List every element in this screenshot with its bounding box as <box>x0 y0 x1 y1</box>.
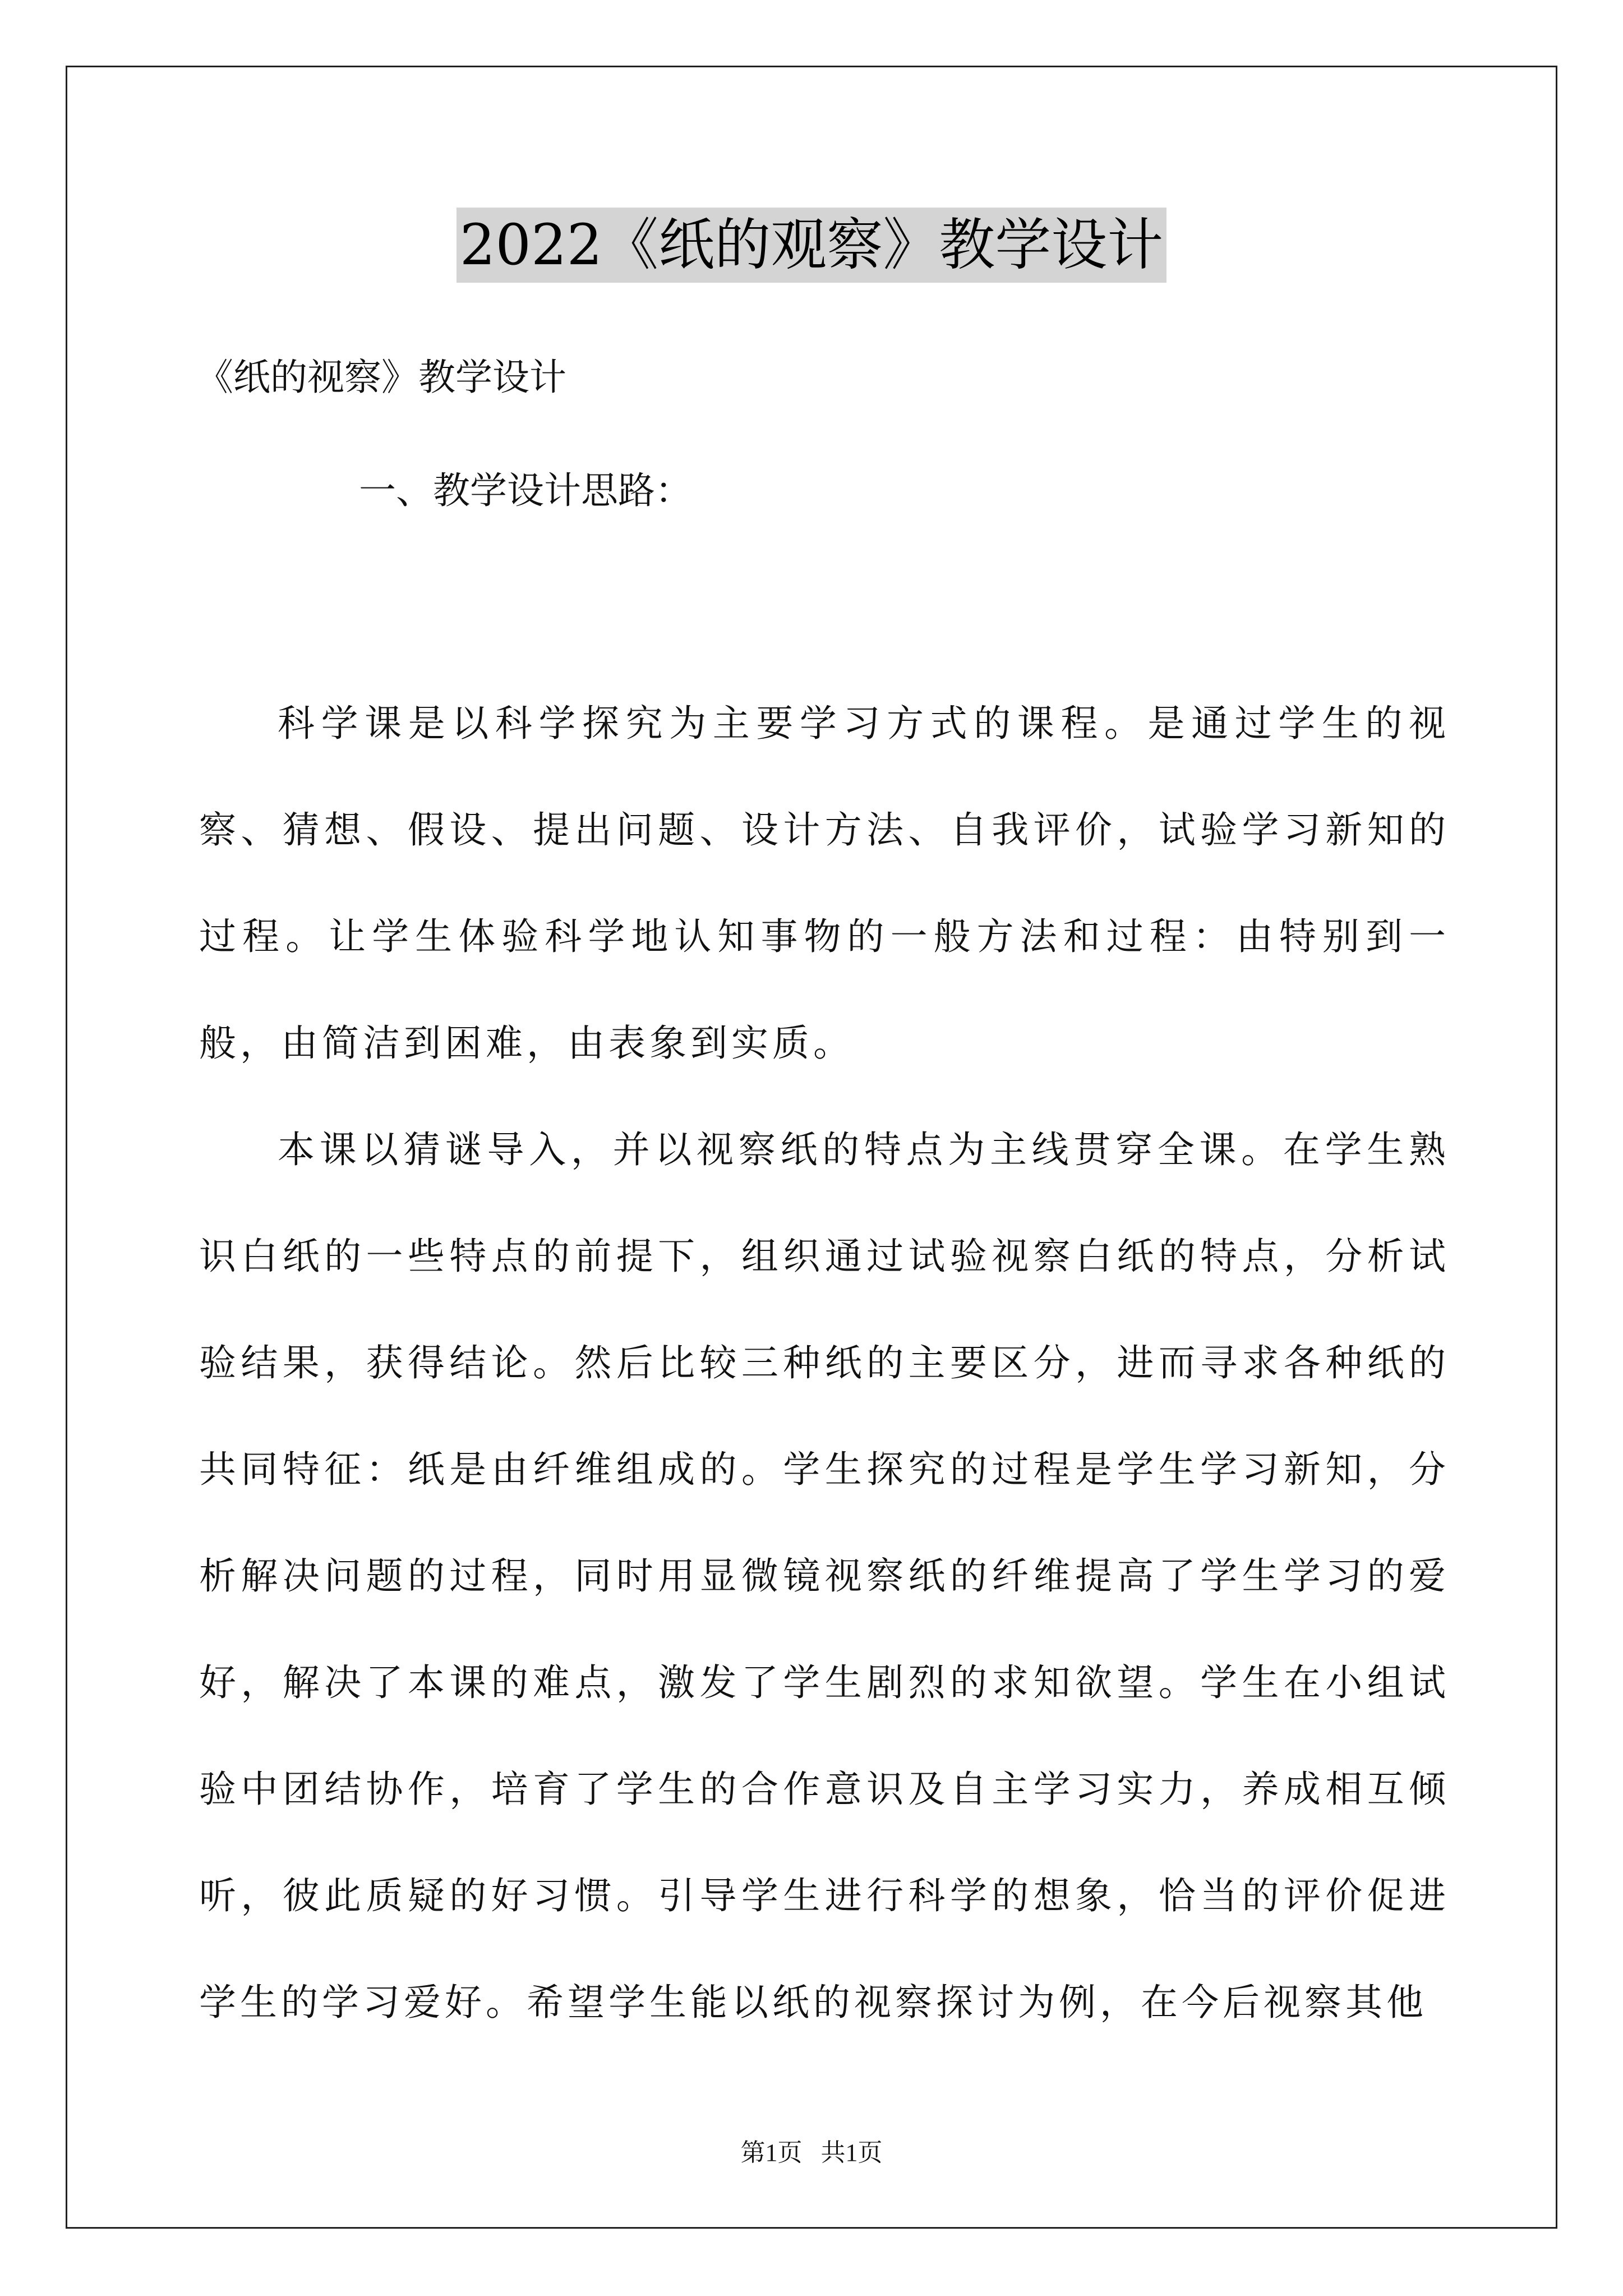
section-heading: 一、教学设计思路： <box>359 469 692 512</box>
document-subtitle: 《纸的视察》教学设计 <box>196 356 566 399</box>
paragraph-1: 科学课是以科学探究为主要学习方式的课程。是通过学生的视察、猜想、假设、提出问题、设计方法、自我评价，试验学习新知的过程。让学生体验科学地认知事物的一般方法和过程：由特别到一般，由简洁到困难，由表象到实质。 <box>199 702 1450 1065</box>
title-container <box>0 208 1623 283</box>
page-footer: 第1页 共1页 <box>740 2139 883 2166</box>
body-text <box>199 670 1450 2056</box>
paragraph-2: 本课以猜谜导入，并以视察纸的特点为主线贯穿全课。在学生熟识白纸的一些特点的前提下，组织通过试验视察白纸的特点，分析试验结果，获得结论。然后比较三种纸的主要区分，进而寻求各种纸的共同特征：纸是由纤维组成的。学生探究的过程是学生学习新知，分析解决问题的过程，同时用显微镜视察纸的纤维提高了学生学习的爱好，解决了本课的难点，激发了学生剧烈的求知欲望。学生在小组试验中团结协作，培育了学生的合作意识及自主学习实力，养成相互倾听，彼此质疑的好习惯。引导学生进行科学的想象，恰当的评价促进学生的学习爱好。希望学生能以纸的视察探讨为例，在今后视察其他 <box>199 1128 1450 2024</box>
document-title: 2022《纸的观察》教学设计 <box>457 208 1167 283</box>
